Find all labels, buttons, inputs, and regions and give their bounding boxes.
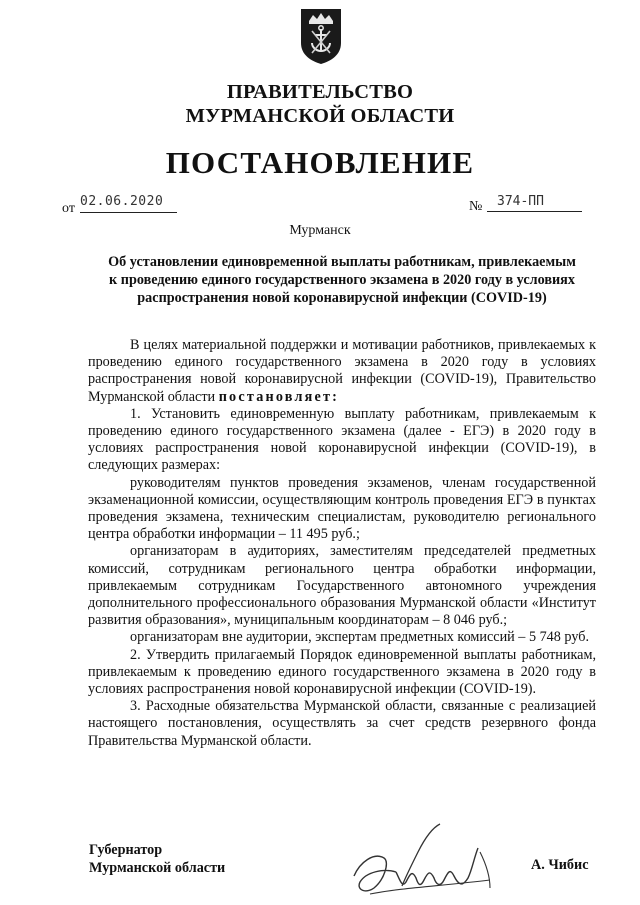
intro-text: В целях материальной поддержки и мотивации работников, привлекаемых к проведению единого государственного экзамена в 2020 году в условиях распространения новой коронавирусной инфекции (COVID-19), Правительство Мурманской области [88, 337, 596, 405]
document-date: 02.06.2020 [80, 194, 177, 213]
document-body [88, 337, 596, 750]
city: Мурманск [289, 223, 351, 238]
document-title-line2: к проведению единого государственного экзамена в 2020 году в условиях [109, 272, 575, 288]
clause-1-item-b: организаторам в аудиториях, заместителям председателей предметных комиссий, сотрудникам регионального центра обработки информации, привлекаемым сотрудникам Государственного автономного учреждения дополнительного профессионального образования Мурманской области «Институт развития образования», муниципальным координаторам – 8 046 руб.; [88, 543, 596, 629]
document-title [82, 253, 602, 307]
document-number: 374-ПП [487, 194, 582, 212]
clause-1: 1. Установить единовременную выплату работникам, привлекаемым к проведению единого государственного экзамена (далее - ЕГЭ) в 2020 году в условиях распространения новой коронавирусной инфекции (COVID-19), в следующих размерах: [88, 405, 596, 474]
document-title-line3: распространения новой коронавирусной инфекции (COVID-19) [137, 290, 547, 306]
number-sign: № [469, 199, 483, 214]
document-type: ПОСТАНОВЛЕНИЕ [165, 145, 475, 180]
signer-name: А. Чибис [531, 857, 589, 873]
government-name-line2: МУРМАНСКОЙ ОБЛАСТИ [185, 105, 455, 127]
clause-3: 3. Расходные обязательства Мурманской области, связанные с реализацией настоящего постановления, осуществлять за счет средств резервного фонда Правительства Мурманской области. [88, 698, 596, 749]
clause-2: 2. Утвердить прилагаемый Порядок единовременной выплаты работникам, привлекаемым к проведению единого государственного экзамена в 2020 году в условиях распространения новой коронавирусной инфекции (COVID-19). [88, 646, 596, 698]
handwritten-signature-icon [340, 818, 520, 902]
signer-position [89, 841, 225, 877]
decree-word: постановляет: [218, 388, 340, 405]
clause-1-item-c: организаторам вне аудитории, экспертам предметных комиссий – 5 748 руб. [130, 629, 589, 646]
document-title-line1: Об установлении единовременной выплаты работникам, привлекаемым [108, 254, 576, 270]
coat-of-arms-icon [299, 5, 343, 65]
signer-position-line2: Мурманской области [89, 860, 226, 876]
date-prefix: от [62, 201, 75, 216]
intro-paragraph [88, 337, 596, 406]
signer-position-line1: Губернатор [89, 842, 163, 858]
government-name-line1: ПРАВИТЕЛЬСТВО [226, 81, 414, 103]
clause-1-item-a: руководителям пунктов проведения экзаменов, членам государственной экзаменационной комиссии, осуществляющим контроль проведения ЕГЭ в пунктах проведения экзамена, техническим специалистам, руководителю регионального центра обработки информации – 11 495 руб.; [88, 474, 596, 543]
